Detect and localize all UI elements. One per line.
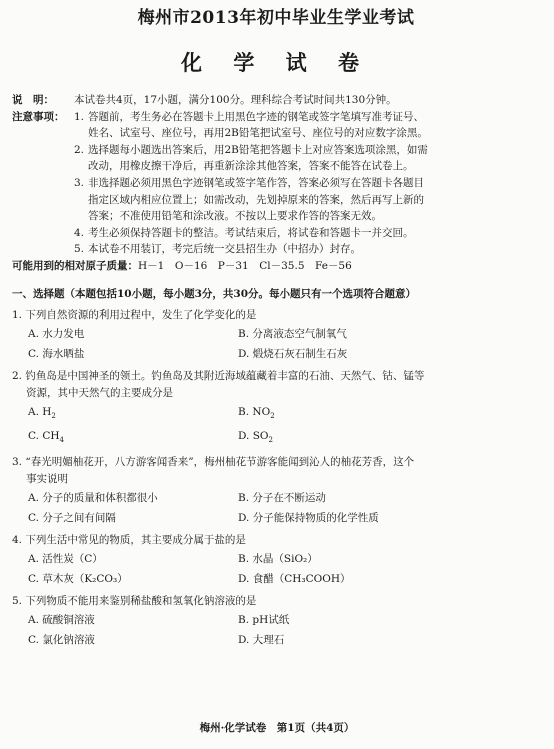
answer-option: D. 大理石 [238, 633, 285, 646]
question-stem: 4. 下列生活中常见的物质，其主要成分属于盐的是 [12, 533, 246, 546]
note-number: 3. [74, 176, 85, 189]
option-grid [12, 488, 540, 528]
page-footer: 梅州·化学试卷 第1页（共4页） [199, 722, 355, 734]
note-line: 答题前，考生务必在答题卡上用黑色字迹的钢笔或签字笔填写准考证号、 [88, 110, 424, 123]
atomic-masses-label: 可能用到的相对原子质量： [12, 259, 138, 272]
note-line: 非选择题必须用黑色字迹钢笔或签字笔作答，答案必须写在答题卡各题目 [88, 176, 424, 189]
question-3 [12, 454, 540, 528]
answer-option: D. 食醋（CH₃COOH） [238, 572, 351, 585]
instructions [12, 92, 540, 109]
question-stem: 2. 钓鱼岛是中国神圣的领土。钓鱼岛及其附近海域蕴藏着丰富的石油、天然气、钴、锰等 [12, 369, 425, 382]
note-line: 本试卷不用装订，考完后统一交县招生办（中招办）封存。 [88, 243, 361, 256]
option-grid [12, 610, 540, 650]
answer-option: A. 活性炭（C） [28, 552, 103, 565]
formula-subscript: 2 [270, 411, 275, 420]
note-item [74, 142, 540, 175]
atomic-masses [12, 258, 540, 275]
note-text [88, 241, 540, 258]
note-number: 2. [74, 143, 85, 156]
answer-option: C. 草木灰（K₂CO₃） [28, 572, 128, 585]
notes [12, 109, 540, 258]
answer-option: A. 分子的质量和体积都很小 [28, 491, 158, 504]
answer-option: B. $NO_2$ [238, 405, 275, 420]
instructions-text: 本试卷共4页，17小题，满分100分。理科综合考试时间共130分钟。 [74, 94, 397, 106]
instructions-label: 说 明： [12, 94, 54, 106]
note-item [74, 241, 540, 258]
note-number: 5. [74, 243, 85, 256]
note-line: 答案；不准使用铅笔和涂改液。不按以上要求作答的答案无效。 [88, 210, 382, 223]
answer-option: D. 分子能保持物质的化学性质 [238, 511, 379, 524]
note-line: 姓名、试室号、座位号，再用2B铅笔把试室号、座位号的对应数字涂黑。 [88, 127, 428, 140]
note-item [74, 109, 540, 142]
answer-option: C. 分子之间有间隔 [28, 511, 116, 524]
option-grid [12, 402, 540, 450]
section-heading: 一、选择题（本题包括10小题，每小题3分，共30分。每小题只有一个选项符合题意） [12, 287, 417, 300]
subject-title: 化 学 试 卷 [181, 50, 371, 75]
notes-label: 注意事项： [12, 110, 65, 123]
answer-option: A. $H_2$ [28, 405, 56, 420]
answer-option: B. 分离液态空气制氧气 [238, 327, 347, 340]
note-number: 4. [74, 226, 85, 239]
question-stem: 3. “春光明媚柚花开，八方游客闻香来”，梅州柚花节游客能闻到沁人的柚花芳香，这个 [12, 455, 415, 468]
answer-option: B. 水晶（SiO₂） [238, 552, 318, 565]
note-line: 改动，用橡皮擦干净后，再重新涂涂其他答案，答案不能答在试卷上。 [88, 160, 414, 173]
formula-subscript: 2 [51, 411, 56, 420]
atomic-masses-values: H－1 O－16 P－31 Cl－35.5 Fe－56 [138, 259, 352, 272]
formula-subscript: 2 [268, 435, 273, 444]
question-list [12, 307, 540, 650]
question-stem: 5. 下列物质不能用来鉴别稀盐酸和氢氧化钠溶液的是 [12, 594, 257, 607]
answer-option: C. 氯化钠溶液 [28, 633, 95, 646]
question-5 [12, 593, 540, 650]
note-line: 指定区域内相应位置上；如需改动，先划掉原来的答案，然后再写上新的 [88, 193, 424, 206]
note-line: 考生必须保持答题卡的整洁。考试结束后，将试卷和答题卡一并交回。 [88, 226, 414, 239]
answer-option: B. 分子在不断运动 [238, 491, 326, 504]
answer-option: D. $SO_2$ [238, 429, 273, 444]
option-grid [12, 324, 540, 364]
answer-option: C. $CH_4$ [28, 429, 64, 444]
note-number: 1. [74, 110, 85, 123]
exam-title: 梅州市2013年初中毕业生学业考试 [137, 8, 415, 28]
option-grid [12, 549, 540, 589]
question-stem-continued: 资源，其中天然气的主要成分是 [26, 386, 173, 399]
answer-option: C. 海水晒盐 [28, 347, 85, 360]
note-item [74, 225, 540, 242]
answer-option: D. 煅烧石灰石制生石灰 [238, 347, 348, 360]
notes-list [74, 109, 540, 258]
question-stem-continued: 事实说明 [26, 472, 68, 485]
note-text [88, 109, 540, 142]
answer-option: A. 水力发电 [28, 327, 85, 340]
note-line: 选择题每小题选出答案后，用2B铅笔把答题卡上对应答案选项涂黑，如需 [88, 143, 428, 156]
question-stem: 1. 下列自然资源的利用过程中，发生了化学变化的是 [12, 308, 257, 321]
formula-subscript: 4 [59, 435, 64, 444]
question-4 [12, 532, 540, 589]
note-text [88, 225, 540, 242]
answer-option: A. 硫酸铜溶液 [28, 613, 95, 626]
question-2 [12, 368, 540, 450]
note-item [74, 175, 540, 225]
question-1 [12, 307, 540, 364]
note-text [88, 142, 540, 175]
note-text [88, 175, 540, 225]
answer-option: B. pH试纸 [238, 613, 290, 626]
